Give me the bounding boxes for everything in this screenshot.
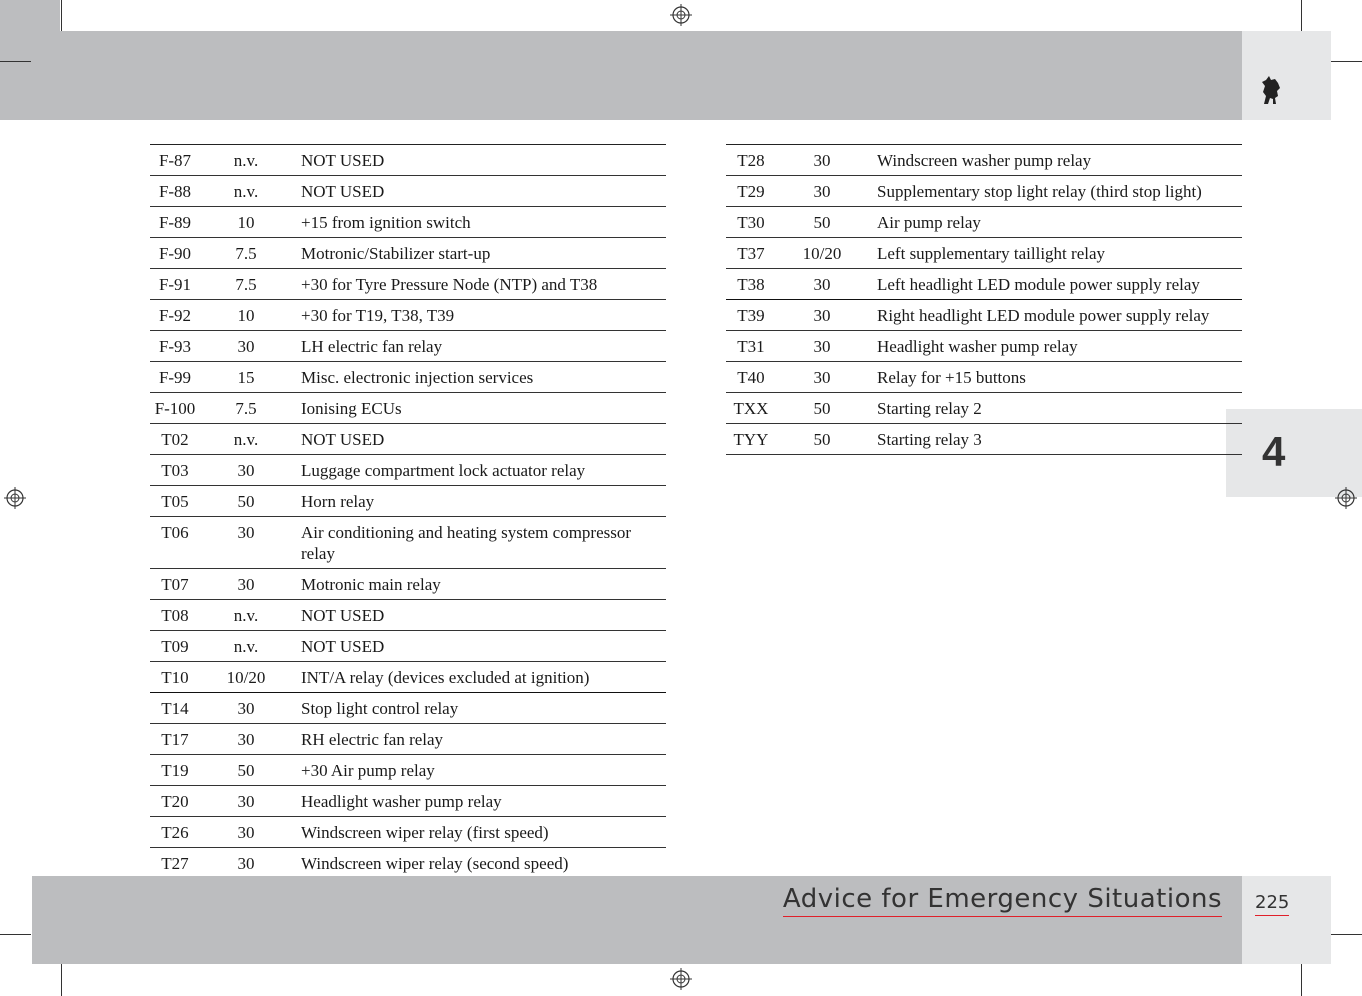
fuse-description: Right headlight LED module power supply relay	[868, 300, 1242, 331]
table-row	[150, 300, 666, 331]
table-row	[150, 662, 666, 693]
fuse-amperage: 7.5	[200, 269, 292, 300]
fuse-amperage: 30	[776, 176, 868, 207]
fuse-description: Left supplementary taillight relay	[868, 238, 1242, 269]
fuse-code: T07	[150, 569, 200, 600]
fuse-code: F-88	[150, 176, 200, 207]
table-row	[726, 145, 1242, 176]
fuse-code: T37	[726, 238, 776, 269]
fuse-description: Motronic main relay	[292, 569, 666, 600]
registration-mark-icon	[4, 487, 26, 509]
fuse-description: Windscreen wiper relay (second speed)	[292, 848, 666, 879]
fuse-description: NOT USED	[292, 631, 666, 662]
fuse-code: T06	[150, 517, 200, 569]
fuse-code: T19	[150, 755, 200, 786]
fuse-description: Misc. electronic injection services	[292, 362, 666, 393]
table-row	[150, 176, 666, 207]
fuse-description: RH electric fan relay	[292, 724, 666, 755]
table-row	[726, 269, 1242, 300]
table-row	[150, 393, 666, 424]
table-row	[150, 724, 666, 755]
fuse-description: INT/A relay (devices excluded at ignition)	[292, 662, 666, 693]
fuse-amperage: 10	[200, 207, 292, 238]
fuse-code: T02	[150, 424, 200, 455]
fuse-description: Relay for +15 buttons	[868, 362, 1242, 393]
fuse-description: +30 for T19, T38, T39	[292, 300, 666, 331]
fuse-code: T09	[150, 631, 200, 662]
table-row	[726, 362, 1242, 393]
fuse-code: F-92	[150, 300, 200, 331]
fuse-description: Headlight washer pump relay	[292, 786, 666, 817]
fuse-amperage: 10	[200, 300, 292, 331]
fuse-amperage: n.v.	[200, 145, 292, 176]
fuse-amperage: 30	[776, 331, 868, 362]
fuse-amperage: 10/20	[200, 662, 292, 693]
fuse-code: T14	[150, 693, 200, 724]
fuse-description: Left headlight LED module power supply relay	[868, 269, 1242, 300]
table-row	[726, 331, 1242, 362]
fuse-description: Windscreen washer pump relay	[868, 145, 1242, 176]
fuse-amperage: 30	[200, 724, 292, 755]
fuse-amperage: 50	[200, 486, 292, 517]
fuse-description: Luggage compartment lock actuator relay	[292, 455, 666, 486]
table-row	[150, 424, 666, 455]
fuse-amperage: 30	[200, 331, 292, 362]
fuse-description: +15 from ignition switch	[292, 207, 666, 238]
chapter-number: 4	[1262, 428, 1286, 475]
fuse-description: NOT USED	[292, 176, 666, 207]
table-row	[150, 600, 666, 631]
fuse-code: T29	[726, 176, 776, 207]
fuse-amperage: 30	[776, 145, 868, 176]
fuse-amperage: 30	[776, 300, 868, 331]
crop-mark	[1301, 0, 1302, 31]
fuse-amperage: 30	[200, 848, 292, 879]
table-row	[150, 362, 666, 393]
crop-mark	[0, 61, 31, 62]
registration-mark-icon	[670, 968, 692, 990]
crop-mark	[61, 0, 62, 31]
page-number: 225	[1255, 892, 1289, 916]
table-row	[726, 238, 1242, 269]
fuse-code: T40	[726, 362, 776, 393]
fuse-description: +30 for Tyre Pressure Node (NTP) and T38	[292, 269, 666, 300]
prancing-horse-logo-icon	[1256, 74, 1286, 108]
fuse-description: Ionising ECUs	[292, 393, 666, 424]
fuse-code: T28	[726, 145, 776, 176]
table-row	[150, 517, 666, 569]
fuse-amperage: n.v.	[200, 600, 292, 631]
fuse-code: T03	[150, 455, 200, 486]
fuse-description: Starting relay 2	[868, 393, 1242, 424]
table-row	[150, 631, 666, 662]
fuse-description: Windscreen wiper relay (first speed)	[292, 817, 666, 848]
fuse-description: Horn relay	[292, 486, 666, 517]
fuse-description: Air pump relay	[868, 207, 1242, 238]
fuse-amperage: 50	[200, 755, 292, 786]
fuse-table-left	[150, 144, 666, 879]
fuse-description: NOT USED	[292, 600, 666, 631]
fuse-code: F-99	[150, 362, 200, 393]
fuse-code: T17	[150, 724, 200, 755]
fuse-code: F-91	[150, 269, 200, 300]
fuse-description: NOT USED	[292, 145, 666, 176]
fuse-amperage: 15	[200, 362, 292, 393]
table-row	[150, 207, 666, 238]
table-row	[726, 424, 1242, 455]
crop-mark	[0, 934, 31, 935]
fuse-code: T26	[150, 817, 200, 848]
table-row	[150, 455, 666, 486]
fuse-description: Headlight washer pump relay	[868, 331, 1242, 362]
table-row	[150, 269, 666, 300]
table-row	[150, 238, 666, 269]
fuse-amperage: 7.5	[200, 238, 292, 269]
section-title: Advice for Emergency Situations	[783, 884, 1222, 917]
table-row	[150, 755, 666, 786]
fuse-description: Motronic/Stabilizer start-up	[292, 238, 666, 269]
fuse-amperage: n.v.	[200, 176, 292, 207]
table-row	[726, 393, 1242, 424]
fuse-amperage: 30	[776, 362, 868, 393]
fuse-description: Stop light control relay	[292, 693, 666, 724]
fuse-code: F-89	[150, 207, 200, 238]
fuse-description: +30 Air pump relay	[292, 755, 666, 786]
fuse-amperage: 30	[200, 569, 292, 600]
fuse-code: T05	[150, 486, 200, 517]
table-row	[150, 817, 666, 848]
fuse-code: TYY	[726, 424, 776, 455]
fuse-amperage: 30	[200, 455, 292, 486]
fuse-description: Air conditioning and heating system compressor relay	[292, 517, 666, 569]
fuse-description: NOT USED	[292, 424, 666, 455]
fuse-code: T31	[726, 331, 776, 362]
fuse-code: T27	[150, 848, 200, 879]
table-row	[150, 848, 666, 879]
table-row	[150, 331, 666, 362]
fuse-code: F-90	[150, 238, 200, 269]
table-row	[726, 176, 1242, 207]
fuse-amperage: n.v.	[200, 631, 292, 662]
table-row	[150, 693, 666, 724]
fuse-code: T39	[726, 300, 776, 331]
crop-mark	[1331, 61, 1362, 62]
table-row	[726, 300, 1242, 331]
registration-mark-icon	[670, 4, 692, 26]
fuse-amperage: 50	[776, 207, 868, 238]
fuse-amperage: 30	[200, 817, 292, 848]
table-row	[150, 486, 666, 517]
crop-mark	[61, 964, 62, 996]
fuse-code: T38	[726, 269, 776, 300]
table-row	[150, 786, 666, 817]
fuse-amperage: 50	[776, 424, 868, 455]
fuse-amperage: 50	[776, 393, 868, 424]
fuse-amperage: 30	[776, 269, 868, 300]
fuse-amperage: 10/20	[776, 238, 868, 269]
fuse-code: T08	[150, 600, 200, 631]
fuse-code: F-100	[150, 393, 200, 424]
fuse-amperage: 7.5	[200, 393, 292, 424]
fuse-description: LH electric fan relay	[292, 331, 666, 362]
fuse-code: T20	[150, 786, 200, 817]
fuse-table-right	[726, 144, 1242, 455]
fuse-code: TXX	[726, 393, 776, 424]
header-band	[0, 31, 1242, 120]
fuse-amperage: 30	[200, 786, 292, 817]
fuse-code: T30	[726, 207, 776, 238]
chapter-tab	[1226, 409, 1362, 497]
fuse-code: T10	[150, 662, 200, 693]
fuse-code: F-87	[150, 145, 200, 176]
table-row	[150, 569, 666, 600]
table-row	[726, 207, 1242, 238]
fuse-amperage: n.v.	[200, 424, 292, 455]
fuse-code: F-93	[150, 331, 200, 362]
fuse-amperage: 30	[200, 517, 292, 569]
registration-mark-icon	[1335, 487, 1357, 509]
crop-mark	[1331, 934, 1362, 935]
footer-page-tab	[1242, 876, 1331, 964]
crop-mark	[1301, 964, 1302, 996]
fuse-description: Starting relay 3	[868, 424, 1242, 455]
fuse-amperage: 30	[200, 693, 292, 724]
fuse-description: Supplementary stop light relay (third stop light)	[868, 176, 1242, 207]
table-row	[150, 145, 666, 176]
